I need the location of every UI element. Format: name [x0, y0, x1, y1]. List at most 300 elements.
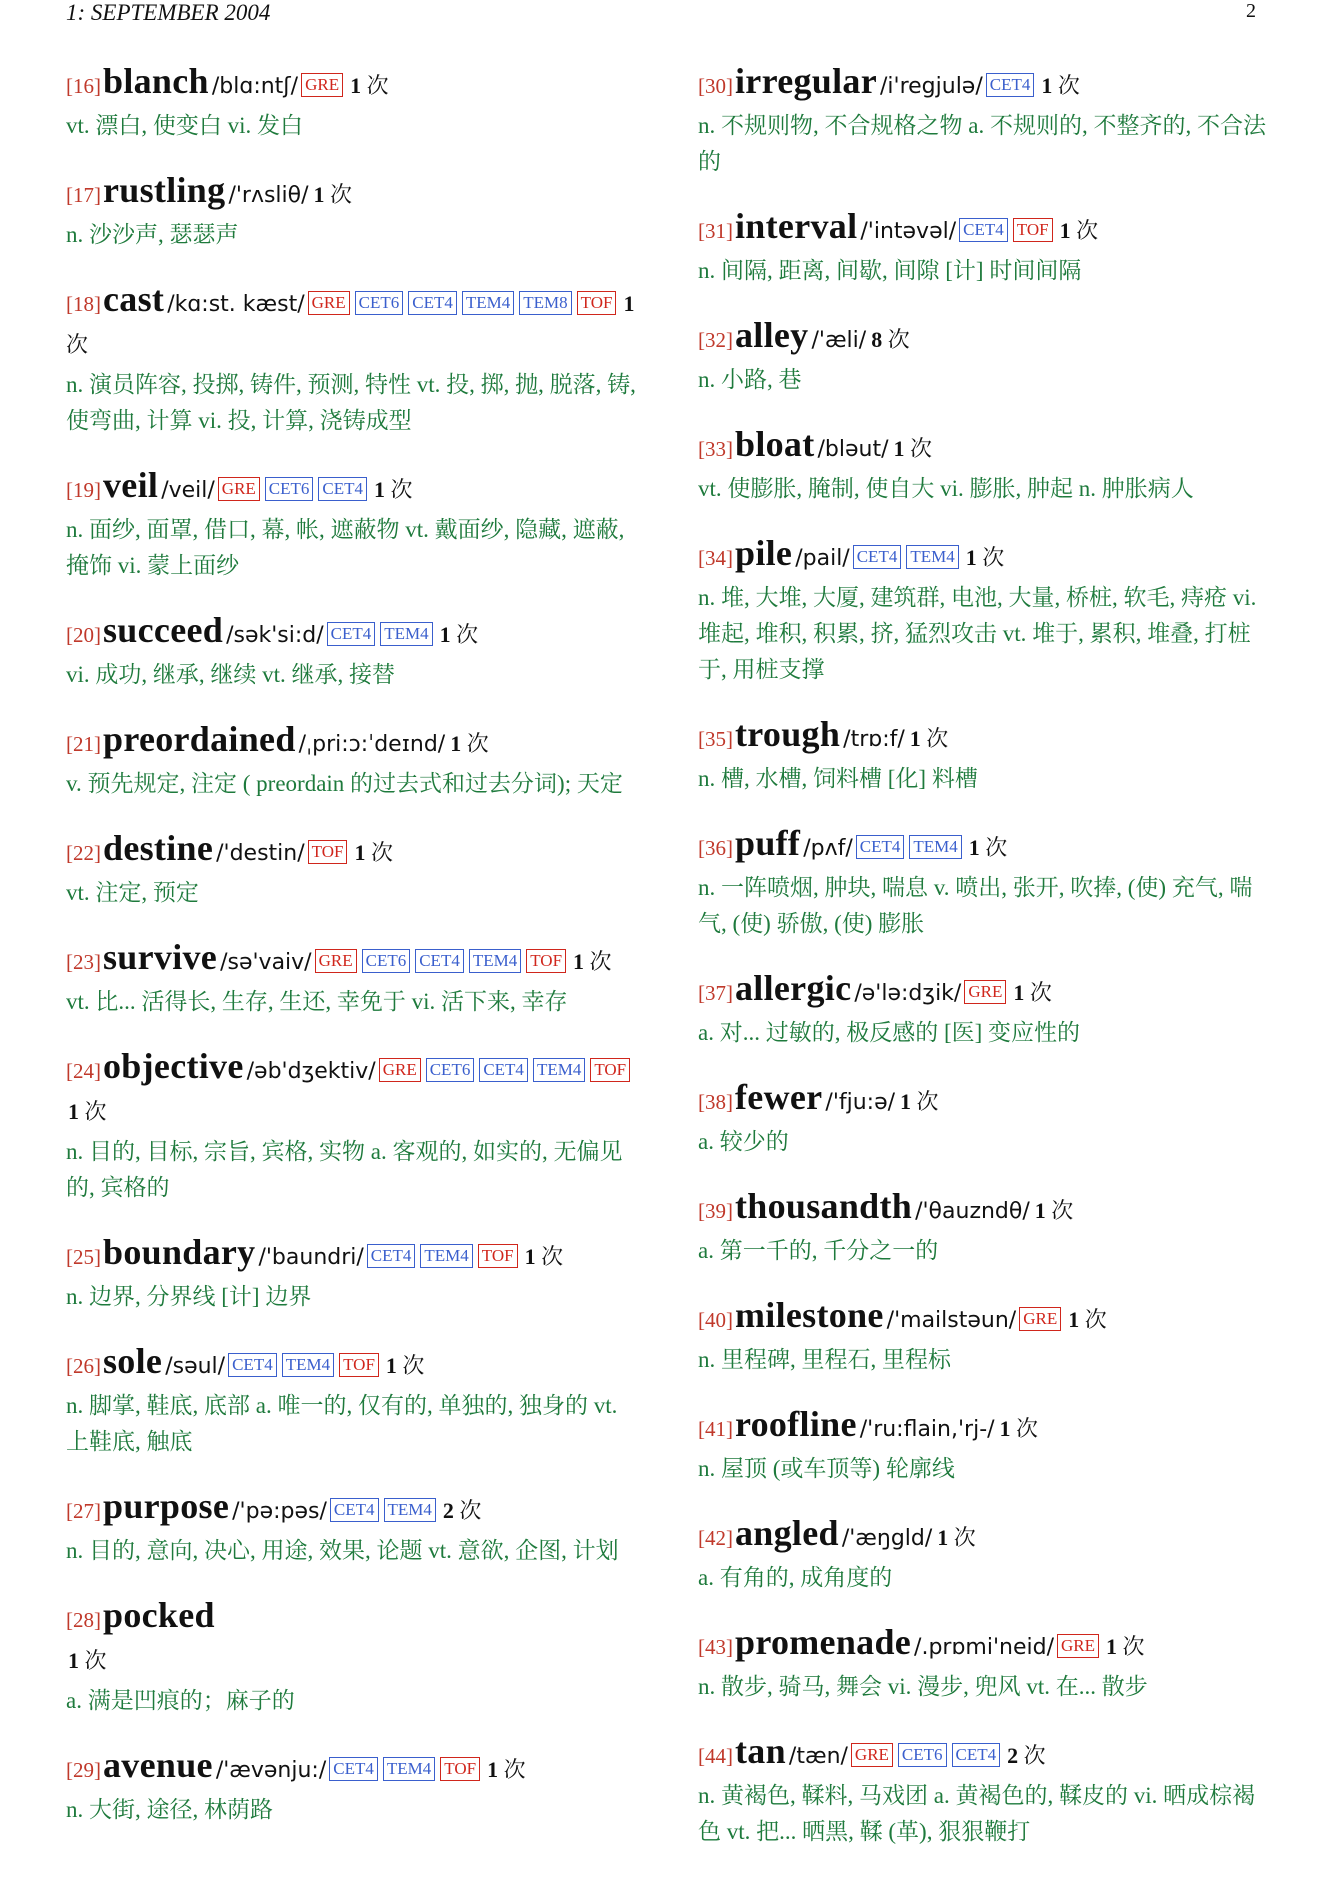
entry-headline — [698, 1296, 1270, 1342]
exam-tag: GRE — [379, 1058, 421, 1082]
entry-definition: n. 边界, 分界线 [计] 边界 — [66, 1284, 312, 1309]
entry-phonetic: /'baundri/ — [258, 1245, 364, 1270]
entry-count-unit: 次 — [66, 332, 89, 357]
entry-count-unit: 次 — [982, 545, 1005, 570]
entry-headline — [66, 1233, 636, 1279]
entry-count — [68, 1648, 107, 1673]
exam-tag: TEM8 — [519, 291, 571, 315]
entry-definition: a. 有角的, 成角度的 — [698, 1565, 893, 1590]
entry-count-unit: 次 — [541, 1244, 564, 1269]
page-header — [66, 0, 1256, 30]
entry-definition: n. 堆, 大堆, 大厦, 建筑群, 电池, 大量, 桥桩, 软毛, 痔疮 vi. 堆起, 堆积, 积累, 挤, 猛烈攻击 vt. 堆于, 累积, 堆叠, 打桩于, 用桩支撑 — [698, 585, 1257, 682]
exam-tag: CET4 — [479, 1058, 528, 1082]
entry-definition: n. 大街, 途径, 林荫路 — [66, 1797, 273, 1822]
entry-number: [23] — [66, 950, 101, 974]
entry-count-number: 1 — [374, 477, 386, 502]
exam-tag: CET4 — [329, 1757, 378, 1781]
entry-count-number: 1 — [900, 1089, 912, 1114]
exam-tag: TOF — [590, 1058, 630, 1082]
entry-word: pile — [735, 533, 793, 573]
entry-headline — [66, 1487, 636, 1533]
entry-phonetic: /'fju:ə/ — [825, 1090, 896, 1115]
entry-phonetic: /'mailstəun/ — [886, 1308, 1017, 1333]
page-title: 1: SEPTEMBER 2004 — [66, 0, 271, 25]
vocab-entry — [698, 1514, 1270, 1596]
exam-tag: CET4 — [228, 1353, 277, 1377]
entry-headline — [698, 62, 1270, 108]
entry-count — [1013, 980, 1052, 1005]
entry-number: [26] — [66, 1354, 101, 1378]
entry-headline — [66, 1596, 636, 1683]
entry-count-unit: 次 — [1023, 1743, 1046, 1768]
entry-word: preordained — [103, 719, 296, 759]
entry-number: [43] — [698, 1635, 733, 1659]
exam-tag: CET4 — [330, 1498, 379, 1522]
entry-headline — [698, 969, 1270, 1015]
entry-word: fewer — [735, 1077, 823, 1117]
exam-tag: TOF — [440, 1757, 480, 1781]
entry-headline — [66, 720, 636, 766]
vocab-entry — [698, 824, 1270, 942]
entry-count — [487, 1757, 526, 1782]
entry-word: cast — [103, 279, 165, 319]
entry-count-unit: 次 — [953, 1525, 976, 1550]
entry-definition: a. 满是凹痕的；麻子的 — [66, 1688, 295, 1713]
entry-count-number: 1 — [1059, 218, 1071, 243]
entry-count-unit: 次 — [1122, 1634, 1145, 1659]
exam-tag: CET4 — [853, 545, 902, 569]
entry-phonetic: /pail/ — [795, 546, 850, 571]
entry-count — [1035, 1198, 1074, 1223]
entry-definition: n. 里程碑, 里程石, 里程标 — [698, 1347, 951, 1372]
entry-number: [37] — [698, 981, 733, 1005]
entry-count — [1000, 1416, 1039, 1441]
vocab-entry — [698, 1187, 1270, 1269]
vocab-entry — [698, 1078, 1270, 1160]
entry-word: milestone — [735, 1295, 884, 1335]
right-column — [698, 62, 1270, 1877]
entry-phonetic: /ə'lə:dʒik/ — [854, 981, 962, 1006]
entry-headline — [66, 1047, 636, 1134]
entry-count — [1007, 1743, 1046, 1768]
entry-definition: n. 目的, 目标, 宗旨, 宾格, 实物 a. 客观的, 如实的, 无偏见的, 宾格的 — [66, 1139, 623, 1200]
entry-definition: a. 较少的 — [698, 1129, 789, 1154]
vocab-entry — [66, 1342, 636, 1460]
entry-count-number: 1 — [965, 545, 977, 570]
entry-count-unit: 次 — [1057, 73, 1080, 98]
entry-word: sole — [103, 1341, 163, 1381]
entry-headline — [66, 171, 636, 217]
vocab-entry — [698, 715, 1270, 797]
entry-definition: v. 预先规定, 注定 ( preordain 的过去式和过去分词); 天定 — [66, 771, 623, 796]
exam-tag: TEM4 — [282, 1353, 334, 1377]
entry-count-number: 2 — [1007, 1743, 1019, 1768]
entry-count-number: 1 — [354, 840, 366, 865]
entry-word: angled — [735, 1513, 839, 1553]
entry-count-unit: 次 — [1029, 980, 1052, 1005]
entry-word: purpose — [103, 1486, 230, 1526]
entry-phonetic: /'θauzndθ/ — [915, 1199, 1030, 1224]
entry-count — [443, 1498, 482, 1523]
entry-count — [314, 182, 353, 207]
entry-phonetic: /bləut/ — [817, 437, 889, 462]
entry-count-unit: 次 — [402, 1353, 425, 1378]
entry-count-unit: 次 — [466, 731, 489, 756]
entry-definition: n. 小路, 巷 — [698, 367, 802, 392]
vocab-entry — [698, 1296, 1270, 1378]
entry-word: succeed — [103, 610, 224, 650]
entry-count — [440, 622, 479, 647]
exam-tag: CET6 — [355, 291, 404, 315]
entry-count-number: 1 — [937, 1525, 949, 1550]
vocab-entry — [698, 1623, 1270, 1705]
exam-tag: GRE — [851, 1743, 893, 1767]
entry-phonetic: /'ævənju:/ — [215, 1758, 327, 1783]
entry-phonetic: /pʌf/ — [803, 836, 853, 861]
entry-phonetic: /'intəvəl/ — [860, 219, 957, 244]
entry-count-number: 1 — [524, 1244, 536, 1269]
vocab-entry — [66, 62, 636, 144]
entry-definition: n. 沙沙声, 瑟瑟声 — [66, 222, 239, 247]
entry-definition: n. 目的, 意向, 决心, 用途, 效果, 论题 vt. 意欲, 企图, 计划 — [66, 1538, 619, 1563]
entry-headline — [66, 1342, 636, 1388]
entry-count-unit: 次 — [926, 726, 949, 751]
entry-count-unit: 次 — [366, 73, 389, 98]
vocab-entry — [66, 938, 636, 1020]
entry-phonetic: /sə'vaiv/ — [220, 950, 312, 975]
entry-phonetic: /sək'si:d/ — [226, 623, 324, 648]
entry-number: [28] — [66, 1608, 101, 1632]
exam-tag: TEM4 — [533, 1058, 585, 1082]
vocab-entry — [66, 466, 636, 584]
vocab-entry — [698, 1405, 1270, 1487]
entry-definition: vt. 比... 活得长, 生存, 生还, 幸免于 vi. 活下来, 幸存 — [66, 989, 568, 1014]
entry-count-number: 1 — [1013, 980, 1025, 1005]
entry-headline — [66, 466, 636, 512]
exam-tag: CET6 — [426, 1058, 475, 1082]
exam-tag: CET6 — [265, 477, 314, 501]
entry-headline — [698, 534, 1270, 580]
entry-word: veil — [103, 465, 159, 505]
exam-tag: TOF — [1013, 218, 1053, 242]
exam-tag: CET4 — [367, 1244, 416, 1268]
entry-count — [525, 1244, 564, 1269]
entry-count-number: 1 — [1068, 1307, 1080, 1332]
exam-tag: CET4 — [408, 291, 457, 315]
entry-count-unit: 次 — [370, 840, 393, 865]
vocab-entry — [66, 280, 636, 439]
entry-number: [16] — [66, 74, 101, 98]
entry-count — [1106, 1634, 1145, 1659]
entry-word: avenue — [103, 1745, 213, 1785]
entry-count — [894, 436, 933, 461]
entry-word: puff — [735, 823, 801, 863]
entry-count-number: 1 — [313, 182, 325, 207]
entry-word: tan — [735, 1731, 786, 1771]
entry-headline — [66, 938, 636, 984]
entry-number: [38] — [698, 1090, 733, 1114]
entry-count — [68, 1099, 107, 1124]
entry-number: [44] — [698, 1744, 733, 1768]
entry-count-number: 1 — [350, 73, 362, 98]
entry-phonetic: /blɑ:ntʃ/ — [211, 74, 299, 99]
entry-count-unit: 次 — [390, 477, 413, 502]
entry-count-unit: 次 — [84, 1648, 107, 1673]
entry-definition: n. 演员阵容, 投掷, 铸件, 预测, 特性 vt. 投, 掷, 抛, 脱落, 铸, 使弯曲, 计算 vi. 投, 计算, 浇铸成型 — [66, 372, 636, 433]
entry-count — [1041, 73, 1080, 98]
exam-tag: TEM4 — [383, 1757, 435, 1781]
entry-count-unit: 次 — [456, 622, 479, 647]
exam-tag: GRE — [218, 477, 260, 501]
entry-count-number: 1 — [999, 1416, 1011, 1441]
vocab-entry — [66, 1233, 636, 1315]
entry-count-unit: 次 — [910, 436, 933, 461]
entry-count-unit: 次 — [330, 182, 353, 207]
entry-count-number: 1 — [487, 1757, 499, 1782]
exam-tag: GRE — [301, 73, 343, 97]
entry-count-unit: 次 — [916, 1089, 939, 1114]
entry-number: [33] — [698, 437, 733, 461]
entry-headline — [66, 611, 636, 657]
entry-count-unit: 次 — [84, 1099, 107, 1124]
entry-number: [39] — [698, 1199, 733, 1223]
exam-tag: TEM4 — [906, 545, 958, 569]
entry-definition: n. 散步, 骑马, 舞会 vi. 漫步, 兜风 vt. 在... 散步 — [698, 1674, 1148, 1699]
exam-tag: TEM4 — [384, 1498, 436, 1522]
entry-count-number: 1 — [1106, 1634, 1117, 1659]
vocab-entry — [698, 425, 1270, 507]
entry-count-number: 1 — [909, 726, 921, 751]
entry-number: [32] — [698, 328, 733, 352]
vocab-entry — [66, 1746, 636, 1828]
entry-count — [937, 1525, 976, 1550]
entry-number: [31] — [698, 219, 733, 243]
entry-count-unit: 次 — [1051, 1198, 1074, 1223]
exam-tag: CET4 — [959, 218, 1008, 242]
entry-count — [386, 1353, 425, 1378]
exam-tag: CET4 — [327, 622, 376, 646]
entry-count — [871, 327, 910, 352]
entry-phonetic: /'ru:flain,'rj-/ — [859, 1417, 995, 1442]
entry-count-number: 2 — [442, 1498, 454, 1523]
entry-count-unit: 次 — [887, 327, 910, 352]
entry-number: [27] — [66, 1499, 101, 1523]
entry-definition: a. 第一千的, 千分之一的 — [698, 1238, 939, 1263]
entry-phonetic: /trɒ:f/ — [843, 727, 905, 752]
exam-tag: TOF — [339, 1353, 379, 1377]
vocab-entry — [698, 316, 1270, 398]
vocab-entry — [698, 969, 1270, 1051]
entry-count-number: 1 — [573, 949, 585, 974]
entry-number: [35] — [698, 727, 733, 751]
entry-count-unit: 次 — [503, 1757, 526, 1782]
exam-tag: TEM4 — [420, 1244, 472, 1268]
vocab-entry — [66, 1596, 636, 1719]
left-column — [66, 62, 636, 1855]
entry-count — [354, 840, 393, 865]
entry-count-unit: 次 — [459, 1498, 482, 1523]
exam-tag: TEM4 — [380, 622, 432, 646]
entry-word: bloat — [735, 424, 815, 464]
entry-definition: vt. 使膨胀, 腌制, 使自大 vi. 膨胀, 肿起 n. 肿胀病人 — [698, 476, 1194, 501]
entry-headline — [66, 1746, 636, 1792]
entry-number: [24] — [66, 1059, 101, 1083]
entry-headline — [698, 425, 1270, 471]
entry-word: destine — [103, 828, 214, 868]
entry-phonetic: /veil/ — [161, 478, 215, 503]
entry-phonetic: /'rʌsliθ/ — [228, 183, 309, 208]
entry-count-number: 1 — [68, 1099, 79, 1124]
entry-word: interval — [735, 206, 858, 246]
entry-word: objective — [103, 1046, 244, 1086]
vocab-entry — [66, 611, 636, 693]
entry-count — [350, 73, 389, 98]
entry-word: alley — [735, 315, 809, 355]
entry-number: [17] — [66, 183, 101, 207]
entry-headline — [698, 1405, 1270, 1451]
exam-tag: TOF — [478, 1244, 518, 1268]
exam-tag: GRE — [1019, 1307, 1061, 1331]
entry-number: [42] — [698, 1526, 733, 1550]
entry-number: [19] — [66, 478, 101, 502]
entry-word: boundary — [103, 1232, 256, 1272]
entry-count-number: 1 — [1041, 73, 1053, 98]
vocab-entry — [698, 1732, 1270, 1850]
entry-phonetic: /'æŋgld/ — [841, 1526, 933, 1551]
page-number: 2 — [1246, 0, 1256, 22]
entry-count-number: 1 — [68, 1648, 79, 1673]
entry-count-unit: 次 — [985, 835, 1008, 860]
exam-tag: CET4 — [986, 73, 1035, 97]
vocab-entry — [66, 171, 636, 253]
entry-phonetic: /'destin/ — [216, 841, 305, 866]
entry-count — [910, 726, 949, 751]
entry-phonetic: /əb'dʒektiv/ — [246, 1059, 376, 1084]
entry-count — [966, 545, 1005, 570]
exam-tag: CET4 — [318, 477, 367, 501]
entry-number: [22] — [66, 841, 101, 865]
entry-number: [41] — [698, 1417, 733, 1441]
entry-count — [969, 835, 1008, 860]
entry-headline — [698, 1623, 1270, 1669]
entry-count-unit: 次 — [1076, 218, 1099, 243]
entry-word: thousandth — [735, 1186, 913, 1226]
entry-phonetic: /səul/ — [165, 1354, 226, 1379]
entry-word: allergic — [735, 968, 852, 1008]
entry-phonetic: /i'regjulə/ — [880, 74, 983, 99]
exam-tag: CET6 — [362, 949, 411, 973]
entry-definition: n. 间隔, 距离, 间歇, 间隙 [计] 时间间隔 — [698, 258, 1082, 283]
entry-definition: n. 屋顶 (或车顶等) 轮廓线 — [698, 1456, 955, 1481]
vocab-entry — [698, 207, 1270, 289]
exam-tag: TEM4 — [909, 835, 961, 859]
entry-count-number: 1 — [450, 731, 462, 756]
entry-phonetic: /tæn/ — [788, 1744, 848, 1769]
entry-word: roofline — [735, 1404, 857, 1444]
entry-count-number: 1 — [623, 291, 635, 316]
entry-headline — [698, 1732, 1270, 1778]
exam-tag: CET4 — [856, 835, 905, 859]
entry-count — [1060, 218, 1099, 243]
entry-count-number: 1 — [1034, 1198, 1046, 1223]
entry-headline — [66, 62, 636, 108]
entry-count — [900, 1089, 939, 1114]
entry-headline — [698, 715, 1270, 761]
exam-tag: TEM4 — [462, 291, 514, 315]
exam-tag: GRE — [1057, 1634, 1099, 1658]
entry-number: [29] — [66, 1758, 101, 1782]
entry-definition: n. 脚掌, 鞋底, 底部 a. 唯一的, 仅有的, 单独的, 独身的 vt. 上鞋底, 触底 — [66, 1393, 618, 1454]
entry-definition: n. 一阵喷烟, 肿块, 喘息 v. 喷出, 张开, 吹捧, (使) 充气, 喘气, (使) 骄傲, (使) 膨胀 — [698, 875, 1253, 936]
entry-count-number: 1 — [439, 622, 451, 647]
entry-number: [18] — [66, 292, 101, 316]
exam-tag: GRE — [308, 291, 350, 315]
exam-tag: TEM4 — [469, 949, 521, 973]
entry-number: [36] — [698, 836, 733, 860]
entry-definition: vt. 漂白, 使变白 vi. 发白 — [66, 113, 304, 138]
entry-word: irregular — [735, 61, 877, 101]
entry-count-unit: 次 — [589, 949, 612, 974]
vocab-entry — [698, 62, 1270, 180]
entry-number: [34] — [698, 546, 733, 570]
exam-tag: GRE — [964, 980, 1006, 1004]
entry-word: pocked — [103, 1595, 215, 1635]
vocab-entry — [66, 1047, 636, 1206]
entry-definition: vi. 成功, 继承, 继续 vt. 继承, 接替 — [66, 662, 396, 687]
entry-count-number: 1 — [968, 835, 980, 860]
entry-phonetic: /kɑ:st. kæst/ — [167, 292, 305, 317]
entry-headline — [66, 280, 636, 367]
entry-word: blanch — [103, 61, 209, 101]
exam-tag: CET6 — [898, 1743, 947, 1767]
vocab-entry — [66, 720, 636, 802]
exam-tag: GRE — [315, 949, 357, 973]
entry-count — [450, 731, 489, 756]
entry-phonetic: /'æli/ — [811, 328, 867, 353]
entry-headline — [698, 1187, 1270, 1233]
entry-count — [573, 949, 612, 974]
entry-count-unit: 次 — [1084, 1307, 1107, 1332]
entry-headline — [698, 1078, 1270, 1124]
entry-number: [20] — [66, 623, 101, 647]
entry-word: promenade — [735, 1622, 912, 1662]
entry-definition: vt. 注定, 预定 — [66, 880, 199, 905]
entry-number: [21] — [66, 732, 101, 756]
entry-count-number: 8 — [871, 327, 883, 352]
entry-definition: n. 面纱, 面罩, 借口, 幕, 帐, 遮蔽物 vt. 戴面纱, 隐藏, 遮蔽, 掩饰 vi. 蒙上面纱 — [66, 517, 625, 578]
entry-definition: n. 黄褐色, 鞣料, 马戏团 a. 黄褐色的, 鞣皮的 vi. 晒成棕褐色 vt. 把... 晒黑, 鞣 (革), 狠狠鞭打 — [698, 1783, 1256, 1844]
entry-headline — [698, 316, 1270, 362]
entry-headline — [698, 207, 1270, 253]
entry-word: trough — [735, 714, 841, 754]
exam-tag: TOF — [308, 840, 348, 864]
entry-phonetic: /ˌpri:ɔ:ˈdeɪnd/ — [298, 732, 446, 757]
entry-phonetic: /'pə:pəs/ — [232, 1499, 327, 1524]
entry-headline — [66, 829, 636, 875]
entry-number: [25] — [66, 1245, 101, 1269]
vocab-entry — [66, 829, 636, 911]
entry-headline — [698, 824, 1270, 870]
entry-definition: a. 对... 过敏的, 极反感的 [医] 变应性的 — [698, 1020, 1081, 1045]
entry-word: survive — [103, 937, 218, 977]
entry-count — [374, 477, 413, 502]
entry-count-number: 1 — [385, 1353, 397, 1378]
vocab-entry — [698, 534, 1270, 688]
exam-tag: TOF — [526, 949, 566, 973]
entry-count-unit: 次 — [1016, 1416, 1039, 1441]
entry-number: [30] — [698, 74, 733, 98]
exam-tag: CET4 — [415, 949, 464, 973]
